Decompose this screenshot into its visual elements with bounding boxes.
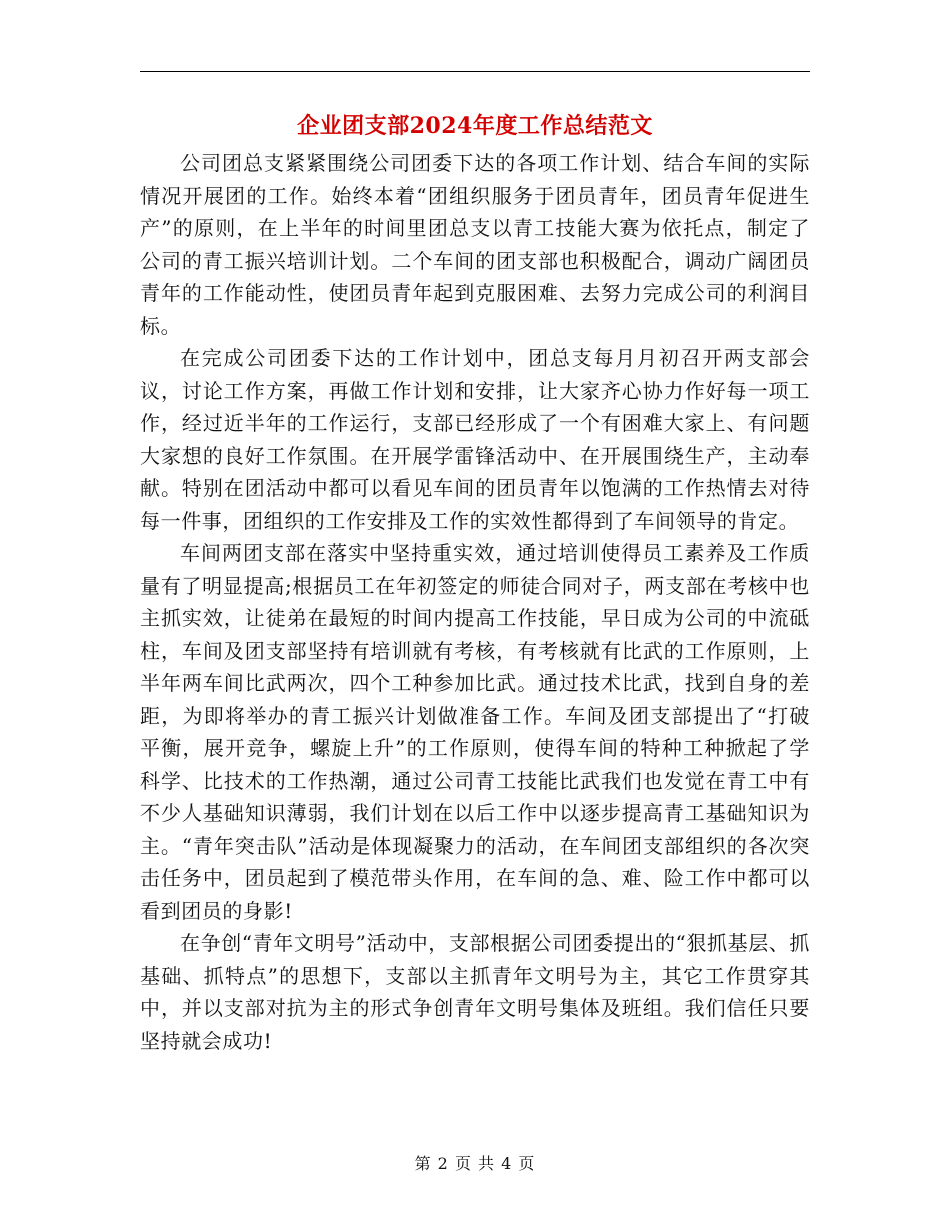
page-number-footer: 第 2 页 共 4 页 xyxy=(414,1154,536,1173)
paragraph-1: 公司团总支紧紧围绕公司团委下达的各项工作计划、结合车间的实际情况开展团的工作。始终本着“团组织服务于团员青年，团员青年促进生产”的原则，在上半年的时间里团总支以青工技能大赛为依托点，制定了公司的青工振兴培训计划。二个车间的团支部也积极配合，调动广阔团员青年的工作能动性，使团员青年起到克服困难、去努力完成公司的利润目标。 xyxy=(140,151,810,338)
paragraph-3: 车间两团支部在落实中坚持重实效，通过培训使得员工素养及工作质量有了明显提高;根据员工在年初签定的师徒合同对子，两支部在考核中也主抓实效，让徒弟在最短的时间内提高工作技能，早日成为公司的中流砥柱，车间及团支部坚持有培训就有考核，有考核就有比武的工作原则，上半年两车间比武两次，四个工种参加比武。通过技术比武，找到自身的差距，为即将举办的青工振兴计划做准备工作。车间及团支部提出了“打破平衡，展开竞争，螺旋上升”的工作原则，使得车间的特种工种掀起了学科学、比技术的工作热潮，通过公司青工技能比武我们也发觉在青工中有不少人基础知识薄弱，我们计划在以后工作中以逐步提高青工基础知识为主。“青年突击队”活动是体现凝聚力的活动，在车间团支部组织的各次突击任务中，团员起到了模范带头作用，在车间的急、难、险工作中都可以看到团员的身影! xyxy=(140,541,810,923)
header-rule xyxy=(140,71,810,72)
document-body xyxy=(140,147,810,1057)
paragraph-4: 在争创“青年文明号”活动中，支部根据公司团委提出的“狠抓基层、抓基础、抓特点”的思想下，支部以主抓青年文明号为主，其它工作贯穿其中，并以支部对抗为主的形式争创青年文明号集体及班组。我们信任只要坚持就会成功! xyxy=(140,931,810,1053)
document-title: 企业团支部2024年度工作总结范文 xyxy=(297,113,653,139)
paragraph-2: 在完成公司团委下达的工作计划中，团总支每月月初召开两支部会议，讨论工作方案，再做工作计划和安排，让大家齐心协力作好每一项工作，经过近半年的工作运行，支部已经形成了一个有困难大家上、有问题大家想的良好工作氛围。在开展学雷锋活动中、在开展围绕生产，主动奉献。特别在团活动中都可以看见车间的团员青年以饱满的工作热情去对待每一件事，团组织的工作安排及工作的实效性都得到了车间领导的肯定。 xyxy=(140,346,810,533)
